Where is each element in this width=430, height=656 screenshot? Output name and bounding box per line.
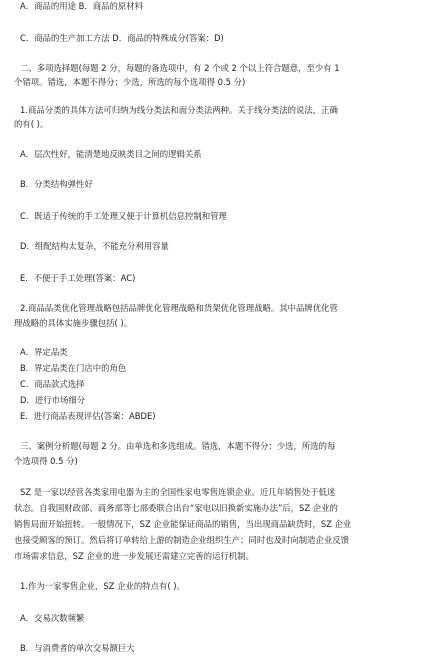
section-heading-cont: 个选项得 0.5 分): [14, 456, 78, 466]
section-heading-cont: 个错项。错选，本题不得分；少选，所选的每个选项得 0.5 分): [14, 77, 246, 87]
option-line: B．与消费者的单次交易额巨大: [20, 643, 135, 653]
case-paragraph-line: 也接受顾客的预订。然后将订单转给上游的制造企业组织生产；同时也及时向制造企业反馈: [14, 535, 349, 545]
case-paragraph-line: SZ 是一家以经营各类家用电器为主的全国性家电零售连锁企业。近几年销售处于低迷: [20, 487, 336, 497]
question-stem: 2.商品品类优化管理战略包括品牌优化管理战略和货架优化管理战略。其中品牌优化管: [20, 303, 338, 313]
question-stem: 1.作为一家零售企业，SZ 企业的特点有( )。: [20, 581, 185, 591]
question-stem-cont: 理战略的具体实施步骤包括( )。: [14, 318, 133, 328]
option-line: B．分类结构弹性好: [20, 179, 93, 189]
question-stem: 1.商品分类的具体方法可归纳为线分类法和面分类法两种。关于线分类法的说法，正确: [20, 105, 338, 115]
option-line: A．商品的用途 B．商品的原材料: [20, 1, 144, 11]
case-paragraph-line: 状态。自我国财政部、商务部等七部委联合出台“家电以旧换新实施办法”后，SZ 企业的: [14, 503, 338, 513]
option-line: C．商品的生产加工方法 D．商品的特殊成分(答案：D): [20, 33, 224, 43]
option-line: D．组配结构太复杂，不能充分利用容量: [20, 241, 169, 251]
option-line: E．不便于手工处理(答案：AC): [20, 273, 136, 283]
section-heading: 三、案例分析题(每题 2 分。由单选和多选组成。错选，本题不得分；少选，所选的每: [20, 441, 336, 451]
option-line: C．商品款式选择: [20, 379, 85, 389]
option-line: E．进行商品表现评估(答案：ABDE): [20, 411, 156, 421]
option-line: A．层次性好，能清楚地反映类目之间的逻辑关系: [20, 149, 202, 159]
option-line: A．交易次数频繁: [20, 613, 85, 623]
section-heading: 二、多项选择题(每题 2 分，每题的备选项中，有 2 个或 2 个以上符合题意，至少有 1: [20, 63, 340, 73]
option-line: A．界定品类: [20, 347, 68, 357]
option-line: B．界定品类在门店中的角色: [20, 363, 127, 373]
case-paragraph-line: 销售局面开始扭转。一般情况下，SZ 企业能保证商品的销售，当出现商品缺货时，SZ 企业: [14, 519, 352, 529]
question-stem-cont: 的有( )。: [14, 119, 49, 129]
option-line: D．进行市场细分: [20, 395, 86, 405]
option-line: C．既适于传统的手工处理又便于计算机信息控制和管理: [20, 211, 227, 221]
case-paragraph-line: 市场需求信息，SZ 企业的进一步发展还需建立完善的运行机制。: [14, 551, 254, 561]
